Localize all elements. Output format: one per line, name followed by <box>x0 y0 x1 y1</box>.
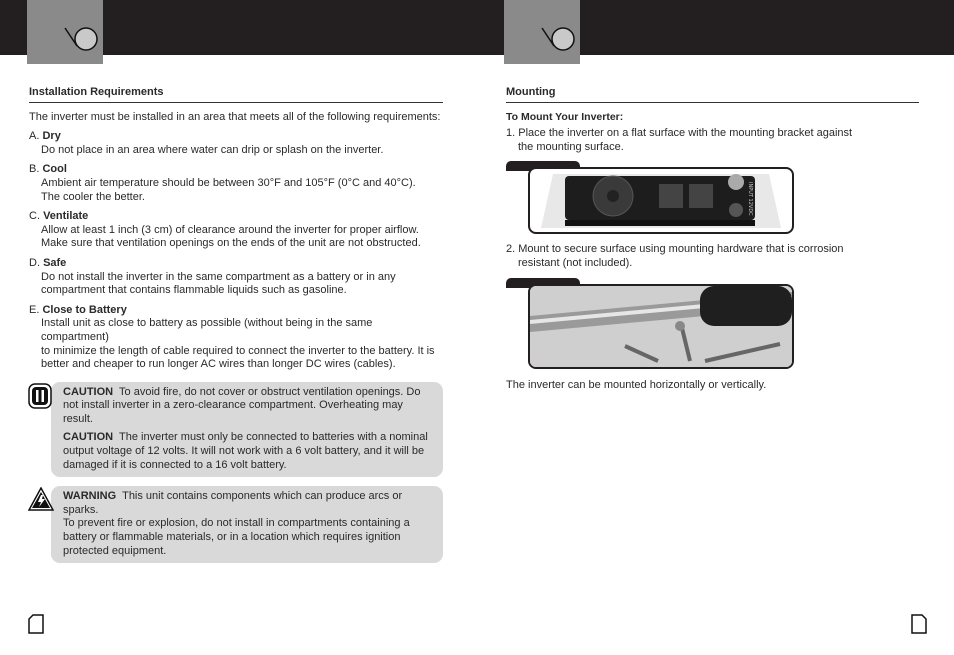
requirement-dry: A. Dry Do not place in an area where water can drip or splash on the inverter. <box>29 130 384 156</box>
section-title: Installation Requirements <box>29 86 443 103</box>
warning-callout <box>51 486 443 563</box>
requirement-close-to-battery: E. Close to Battery Install unit as close to battery as possible (without being in the same compartment) to minimize the length of cable required to connect the inverter to the battery. It is better and cheaper to run longer AC wires than longer DC wires (cables). <box>29 303 435 371</box>
page-icon <box>28 614 44 634</box>
mounting-note: The inverter can be mounted horizontally or vertically. <box>506 378 767 391</box>
screws-image <box>530 286 792 367</box>
header-tab-left <box>27 0 103 64</box>
page-icon <box>911 614 927 634</box>
caution-1: CAUTION To avoid fire, do not cover or obstruct ventilation openings. Do not install inverter in a zero-clearance compartment. Overheating may result. <box>63 385 421 425</box>
intro-text: The inverter must be installed in an area that meets all of the following requirements: <box>29 110 441 123</box>
right-page <box>506 86 919 392</box>
requirement-ventilate: C. Ventilate Allow at least 1 inch (3 cm) of clearance around the inverter for proper airflow. Make sure that ventilation openings on the ends of the unit are not obstructed. <box>29 210 421 250</box>
header-bar <box>0 0 954 55</box>
inverter-photo <box>528 167 794 234</box>
input-label: INPUT 12VDC <box>747 182 753 217</box>
warning-icon <box>28 487 54 511</box>
magnifier-icon <box>540 24 578 56</box>
magnifier-icon <box>63 24 101 56</box>
left-page <box>29 86 443 563</box>
requirement-safe: D. Safe Do not install the inverter in the same compartment as a battery or in any compartment that contains flammable liquids such as gasoline. <box>29 256 396 297</box>
requirement-cool: B. Cool Ambient air temperature should be between 30°F and 105°F (0°C and 40°C). The cooler the better. <box>29 163 416 203</box>
section-title: Mounting <box>506 86 919 103</box>
inverter-image <box>541 174 781 228</box>
header-tab-right <box>504 0 580 64</box>
step-2: 2. Mount to secure surface using mounting hardware that is corrosion resistant (not included). <box>506 243 844 269</box>
warning-text: WARNING This unit contains components which can produce arcs or sparks. To prevent fire or explosion, do not install in compartments containing a battery or flammable materials, or in a location which requires ignition protected equipment. <box>63 490 410 557</box>
mounting-hardware-photo <box>528 284 794 369</box>
caution-2: CAUTION The inverter must only be connected to batteries with a nominal output voltage of 12 volts. It will not work with a 6 volt battery, and it will be damaged if it is connected to a 16 volt battery. <box>63 431 428 471</box>
caution-callout <box>51 382 443 478</box>
subtitle: To Mount Your Inverter: <box>506 110 624 123</box>
step-1: 1. Place the inverter on a flat surface with the mounting bracket against the mounting surface. <box>506 127 853 153</box>
caution-icon <box>28 383 52 409</box>
